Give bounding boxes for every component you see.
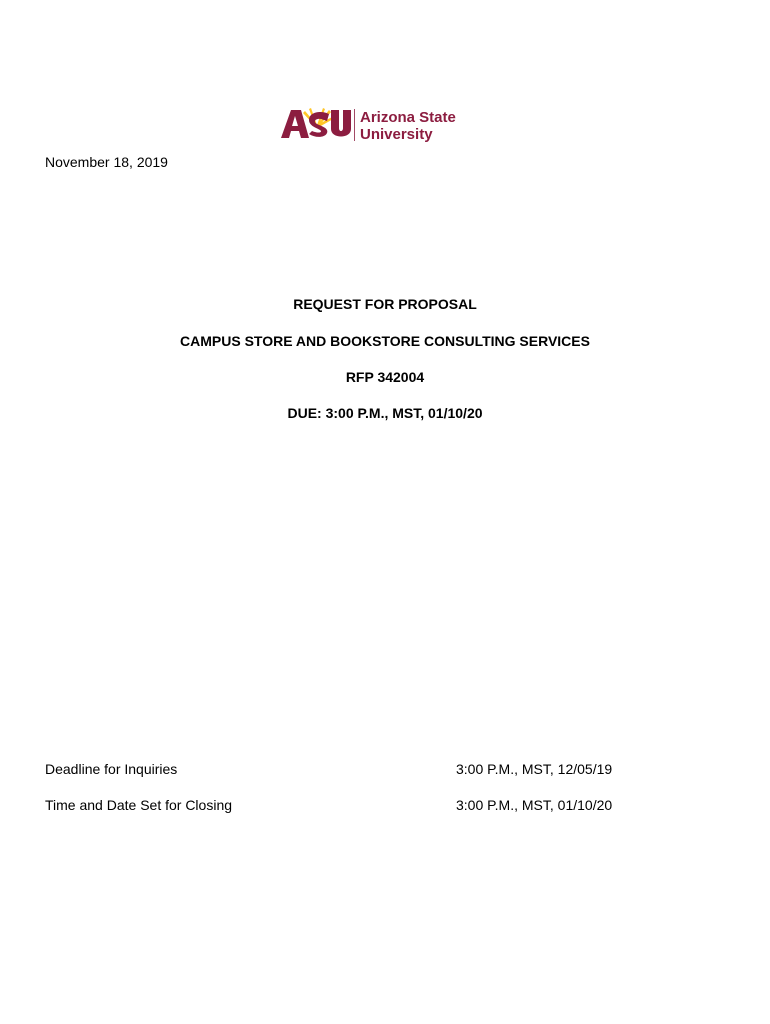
document-date: November 18, 2019 — [45, 154, 168, 170]
schedule-value-closing: 3:00 P.M., MST, 01/10/20 — [456, 797, 613, 813]
asu-mark-icon — [281, 110, 351, 138]
rfp-number: RFP 342004 — [345, 369, 425, 385]
logo-line2: University — [360, 126, 433, 143]
due-date: DUE: 3:00 P.M., MST, 01/10/20 — [287, 405, 483, 421]
schedule-value-inquiries: 3:00 P.M., MST, 12/05/19 — [456, 761, 613, 777]
asu-logo-graphic — [279, 106, 469, 144]
document-subject: CAMPUS STORE AND BOOKSTORE CONSULTING SERVICES — [180, 333, 590, 349]
schedule-label-inquiries: Deadline for Inquiries — [45, 761, 178, 777]
document-title: REQUEST FOR PROPOSAL — [293, 296, 477, 312]
logo-line1: Arizona State — [360, 109, 456, 126]
schedule-label-closing: Time and Date Set for Closing — [45, 797, 233, 813]
asu-logo — [279, 106, 469, 144]
